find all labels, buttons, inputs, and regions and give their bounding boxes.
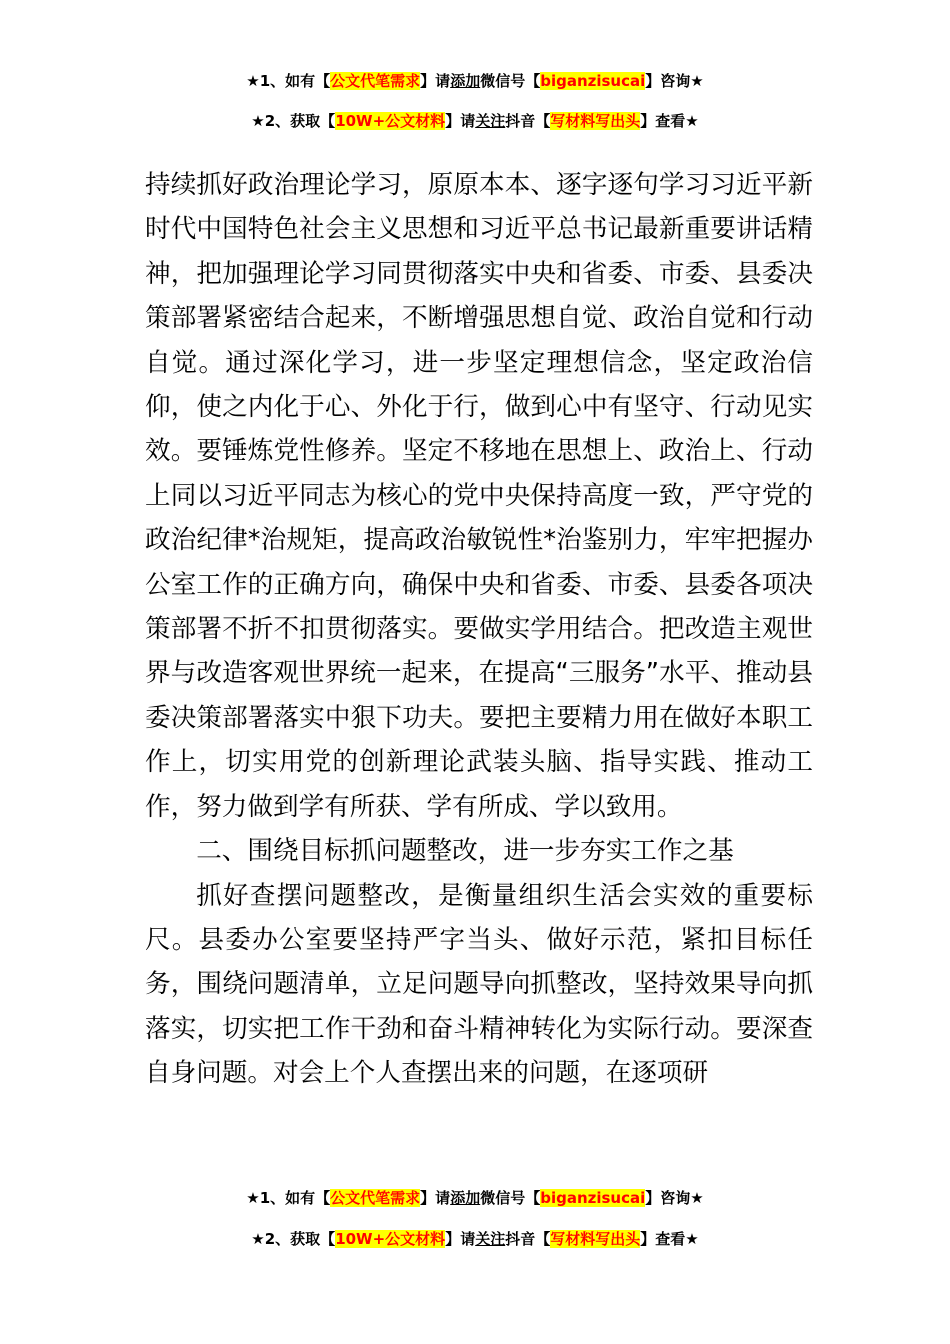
banner-underlined-text: 关注 <box>475 112 506 130</box>
banner-text: 微信号【 <box>480 72 541 90</box>
banner-text: 】咨询★ <box>645 72 704 90</box>
banner-highlight: 10W+公文材料 <box>335 1230 446 1248</box>
banner-text: 微信号【 <box>480 1189 541 1207</box>
banner-underlined-text: 添加 <box>450 1189 481 1207</box>
banner-text: 】查看★ <box>640 1230 699 1248</box>
banner-top-line-2 <box>0 110 950 132</box>
banner-text: 抖音【 <box>505 112 551 130</box>
banner-text: 】咨询★ <box>645 1189 704 1207</box>
banner-highlight: biganzisucai <box>540 72 646 90</box>
banner-bottom-line-2 <box>0 1228 950 1250</box>
banner-text: ★1、如有【 <box>246 1189 331 1207</box>
section-heading-2: 二、围绕目标抓问题整改，进一步夯实工作之基 <box>196 836 734 867</box>
banner-top-line-1 <box>0 70 950 92</box>
banner-text: 】请 <box>445 112 476 130</box>
banner-highlight: 写材料写出头 <box>550 112 641 130</box>
banner-text: 抖音【 <box>505 1230 551 1248</box>
banner-text: 】请 <box>445 1230 476 1248</box>
banner-text: 】请 <box>420 72 451 90</box>
banner-highlight: 公文代笔需求 <box>330 1189 421 1207</box>
document-body <box>145 163 813 1096</box>
banner-highlight: 写材料写出头 <box>550 1230 641 1248</box>
paragraph-2: 抓好查摆问题整改，是衡量组织生活会实效的重要标尺。县委办公室要坚持严字当头、做好示范，紧扣目标任务，围绕问题清单，立足问题导向抓整改，坚持效果导向抓落实，切实把工作干劲和奋斗精神转化为实际行动。要深查自身问题。对会上个人查摆出来的问题，在逐项研 <box>145 880 813 1089</box>
banner-bottom-line-1 <box>0 1187 950 1209</box>
banner-highlight: 10W+公文材料 <box>335 112 446 130</box>
banner-text: 】请 <box>420 1189 451 1207</box>
banner-text: ★1、如有【 <box>246 72 331 90</box>
banner-highlight: 公文代笔需求 <box>330 72 421 90</box>
banner-text: ★2、获取【 <box>251 1230 336 1248</box>
banner-text: 】查看★ <box>640 112 699 130</box>
paragraph-1: 持续抓好政治理论学习，原原本本、逐字逐句学习习近平新时代中国特色社会主义思想和习近平总书记最新重要讲话精神，把加强理论学习同贯彻落实中央和省委、市委、县委决策部署紧密结合起来，不断增强思想自觉、政治自觉和行动自觉。通过深化学习，进一步坚定理想信念，坚定政治信仰，使之内化于心、外化于行，做到心中有坚守、行动见实效。要锤炼党性修养。坚定不移地在思想上、政治上、行动上同以习近平同志为核心的党中央保持高度一致，严守党的政治纪律*治规矩，提高政治敏锐性*治鉴别力，牢牢把握办公室工作的正确方向，确保中央和省委、市委、县委各项决策部署不折不扣贯彻落实。要做实学用结合。把改造主观世界与改造客观世界统一起来，在提高“三服务”水平、推动县委决策部署落实中狠下功夫。要把主要精力用在做好本职工作上，切实用党的创新理论武装头脑、指导实践、推动工作，努力做到学有所获、学有所成、学以致用。 <box>145 170 813 822</box>
banner-highlight: biganzisucai <box>540 1189 646 1207</box>
banner-underlined-text: 关注 <box>475 1230 506 1248</box>
banner-text: ★2、获取【 <box>251 112 336 130</box>
banner-underlined-text: 添加 <box>450 72 481 90</box>
